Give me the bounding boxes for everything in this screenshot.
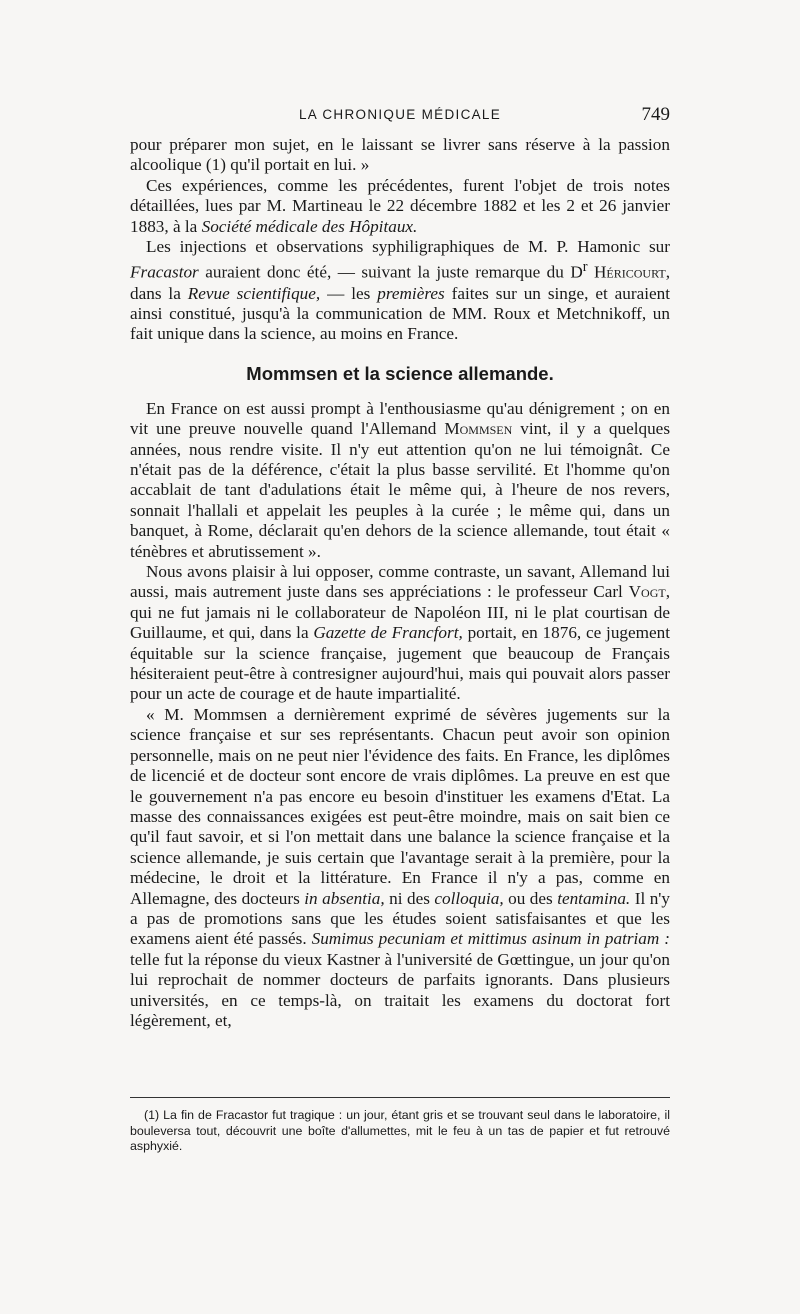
body-text: [130, 135, 670, 1031]
paragraph-3-smallcaps-1: Héricourt: [594, 263, 666, 283]
paragraph-3-italic-3: premières: [377, 283, 445, 303]
running-header: [130, 104, 670, 126]
paragraph-6-text-2: ni des: [384, 888, 435, 908]
paragraph-6-text-4: Il n'y a pas de promotions sans que les études soient satisfaisantes et que les examens aient été passés.: [130, 888, 670, 949]
paragraph-5-text-2: , qui ne fut jamais ni le collaborateur de Napoléon III, ni le plat courtisan de Guillaume, et qui, dans la: [130, 582, 670, 643]
paragraph-3-text-5: faites sur un singe, et auraient ainsi constitué, jusqu'à la communication de MM. Roux et Metchnikoff, un fait unique dans la science, au moins en France.: [130, 283, 670, 344]
paragraph-3-text-3: , dans la: [130, 263, 671, 303]
paragraph-6-italic-4: Sumimus pecuniam et mittimus asinum in patriam :: [311, 929, 670, 949]
paragraph-3-italic-2: Revue scientifique,: [187, 283, 321, 303]
page-number: 749: [641, 104, 670, 125]
paragraph-1-text: pour préparer mon sujet, en le laissant se livrer sans réserve à la passion alcoolique (1) qu'il portait en lui. »: [130, 135, 670, 175]
paragraph-4-smallcaps-1: Mommsen: [444, 419, 513, 439]
paragraph-6-text-3: ou des: [503, 888, 558, 908]
footnote-divider: [130, 1097, 670, 1098]
paragraph-2: [130, 176, 670, 237]
paragraph-6: [130, 705, 670, 1032]
paragraph-3: [130, 237, 670, 345]
footnote-text: (1) La fin de Fracastor fut tragique : un jour, étant gris et se trouvant seul dans le laboratoire, il bouleversa tout, découvrit une boîte d'allumettes, mit le feu à un tas de papier et fut retrouvé asphyxié.: [130, 1108, 670, 1154]
paragraph-4-text-1: En France on est aussi prompt à l'enthousiasme qu'au dénigrement ; on en vit une preuve nouvelle quand l'Allemand: [130, 398, 670, 439]
paragraph-4-text-2: vint, il y a quelques années, nous rendre visite. Il n'y eut attention qu'on ne lui témoignât. Ce n'était pas de la déférence, c'était la plus basse servilité. Et l'homme qu'on accablait de tant d'adulations était le même qui, à l'heure de nos revers, sonnait l'hallali et appelait les peuples à la curée ; le même qui, dans un banquet, à Rome, déclarait qu'en dehors de la science allemande, tout était « ténèbres et abrutissement ».: [130, 419, 671, 561]
paragraph-5-smallcaps-1: Vogt: [628, 582, 666, 602]
paragraph-6-italic-3: tentamina.: [557, 888, 631, 908]
paragraph-3-text-4: — les: [320, 283, 378, 303]
paragraph-4: [130, 399, 670, 562]
paragraph-3-superscript: r: [582, 259, 588, 276]
paragraph-3-text-1: Les injections et observations syphiligraphiques de M. P. Hamonic sur: [146, 237, 670, 257]
paragraph-6-text-1: « M. Mommsen a dernièrement exprimé de sévères jugements sur la science française et sur ses représentants. Chacun peut avoir son opinion personnelle, mais on ne peut nier l'évidence des faits. En France, les diplômes de licencié et de docteur sont encore de vrais diplômes. La preuve en est que le gouvernement n'a pas encore eu besoin d'instituer les examens d'Etat. La masse des connaissances exigées est peut-être moindre, mais on sait bien ce qu'il faut savoir, et si l'on mettait dans une balance la science française et la science allemande, je suis certain que l'avantage serait à la première, pour la médecine, le droit et la littérature. En France il n'y a pas, comme en Allemagne, des docteurs: [130, 704, 670, 908]
paragraph-1: [130, 135, 670, 176]
paragraph-5: [130, 562, 670, 705]
paragraph-5-text-1: Nous avons plaisir à lui opposer, comme contraste, un savant, Allemand lui aussi, mais autrement juste dans ses appréciations : le professeur Carl: [130, 562, 670, 602]
paragraph-6-text-5: telle fut la réponse du vieux Kastner à l'université de Gœttingue, un jour qu'on lui reprochait de nommer docteurs de parfaits ignorants. Dans plusieurs universités, en ce temps-là, on traitait les examens du doctorat fort légèrement, et,: [130, 949, 670, 1030]
running-title: LA CHRONIQUE MÉDICALE: [298, 107, 502, 122]
paragraph-2-text-1: Ces expériences, comme les précédentes, furent l'objet de trois notes détaillées, lues par M. Martineau le 22 décembre 1882 et les 2 et 26 janvier 1883, à la: [130, 175, 670, 236]
footnote: [130, 1108, 670, 1155]
paragraph-5-italic-1: Gazette de Francfort,: [313, 623, 463, 643]
paragraph-3-text-2: auraient donc été, — suivant la juste remarque du D: [198, 263, 583, 283]
paragraph-3-italic-1: Fracastor: [130, 263, 199, 283]
paragraph-6-italic-2: colloquia,: [434, 888, 504, 908]
paragraph-5-text-3: portait, en 1876, ce jugement équitable sur la science française, jugement que beaucoup de Français hésiteraient peut-être à contresigner aujourd'hui, mais qui pouvait alors passer pour un acte de courage et de haute impartialité.: [130, 623, 671, 704]
paragraph-2-italic-1: Société médicale des Hôpitaux.: [201, 216, 418, 236]
section-heading: Mommsen et la science allemande.: [246, 362, 554, 384]
paragraph-6-italic-1: in absentia,: [304, 888, 385, 908]
